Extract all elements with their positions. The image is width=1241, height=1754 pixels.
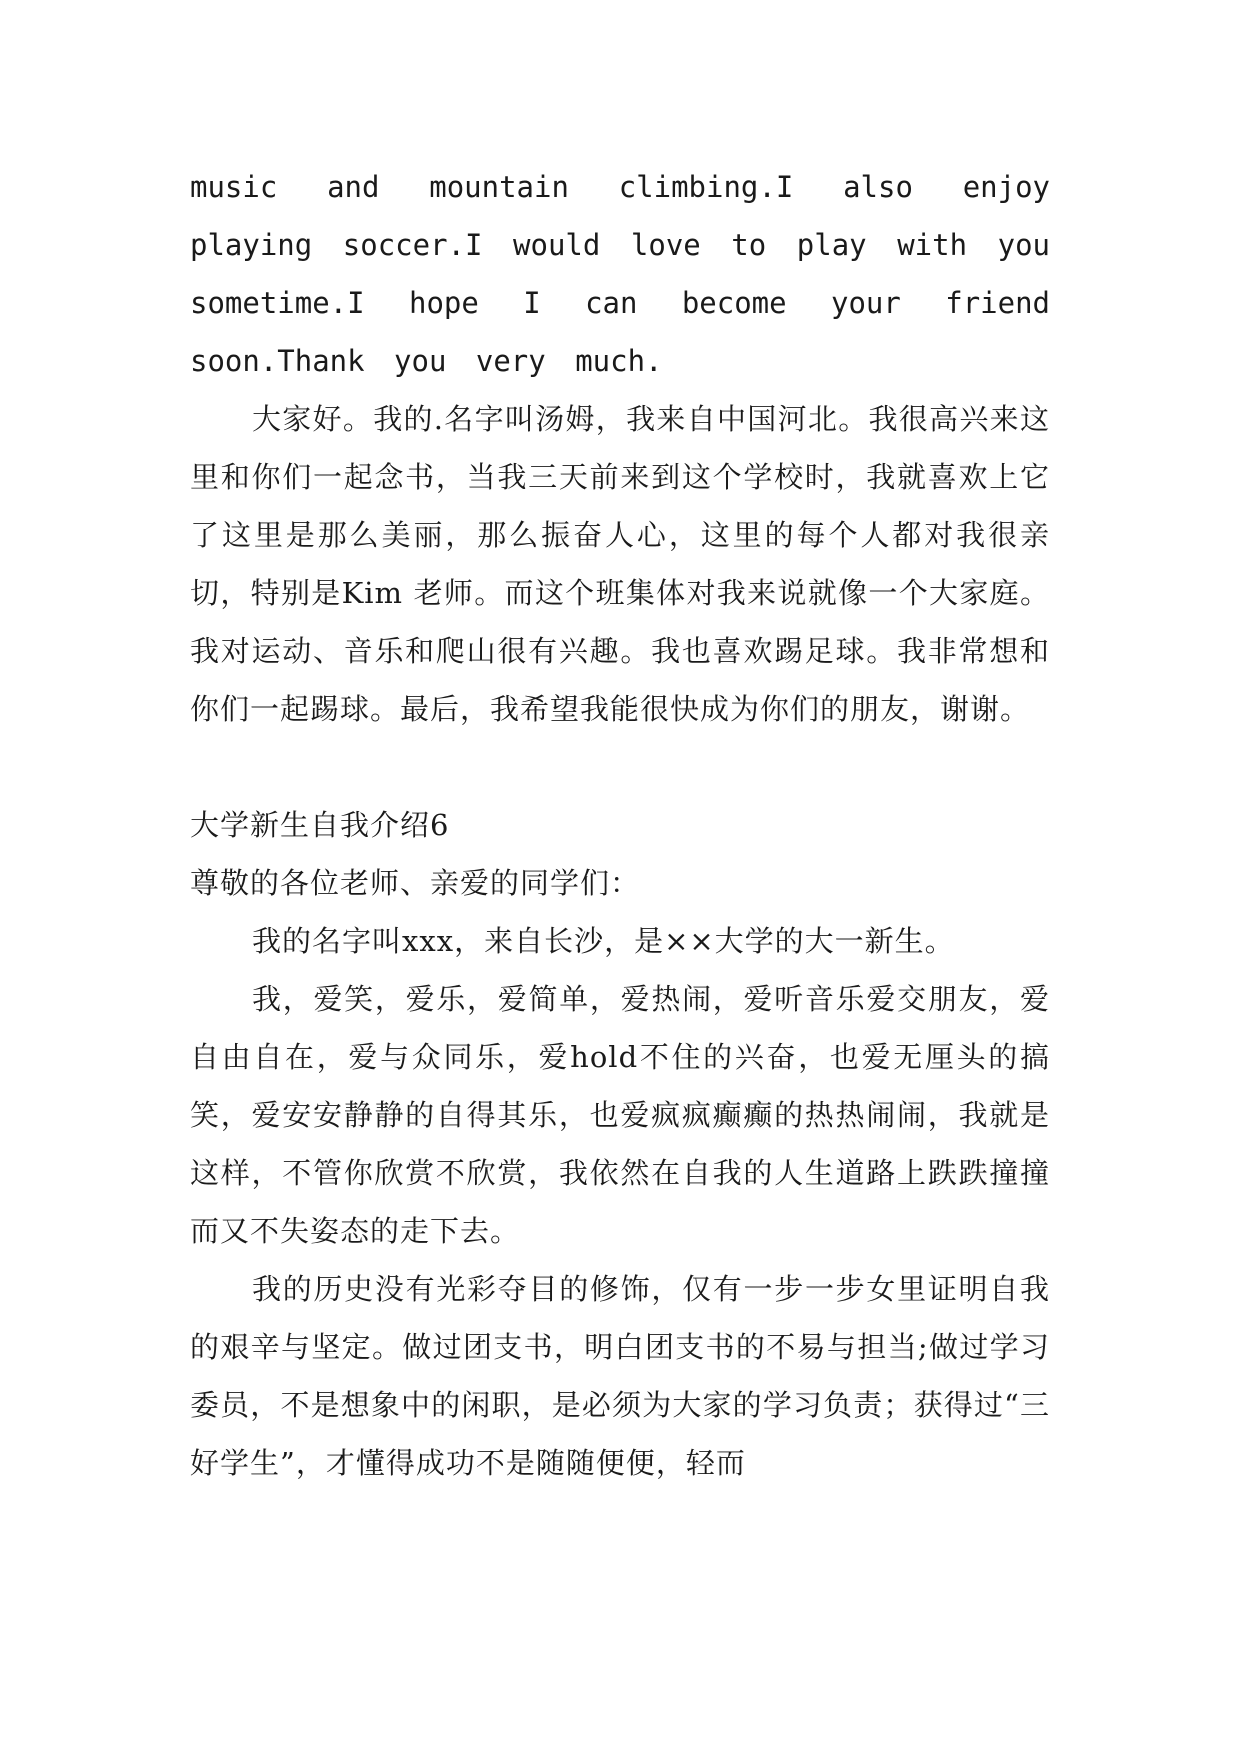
section-title: 大学新生自我介绍6 (190, 808, 450, 842)
loves-paragraph: 我，爱笑，爱乐，爱简单，爱热闹，爱听音乐爱交朋友，爱自由自在，爱与众同乐，爱hold不住的兴奋，也爱无厘头的搞笑，爱安安静静的自得其乐，也爱疯疯癫癫的热热闹闹，我就是这样，不管你欣赏不欣赏，我依然在自我的人生道路上跌跌撞撞而又不失姿态的走下去。 (190, 982, 1050, 1248)
english-paragraph: music and mountain climbing.I also enjoy playing soccer.I would love to play with you sometime.I hope I can become your friend soon.Thank you very much. (190, 170, 1050, 378)
document-body (190, 158, 1050, 1492)
chinese-intro-paragraph: 大家好。我的.名字叫汤姆，我来自中国河北。我很高兴来这里和你们一起念书，当我三天前来到这个学校时，我就喜欢上它了这里是那么美丽，那么振奋人心，这里的每个人都对我很亲切，特别是Kim 老师。而这个班集体对我来说就像一个大家庭。我对运动、音乐和爬山很有兴趣。我也喜欢踢足球。我非常想和你们一起踢球。最后，我希望我能很快成为你们的朋友，谢谢。 (190, 402, 1050, 726)
paragraph-spacer (190, 738, 1050, 796)
greeting-line: 尊敬的各位老师、亲爱的同学们： (190, 866, 641, 900)
name-paragraph: 我的名字叫xxx，来自长沙，是××大学的大一新生。 (252, 924, 955, 958)
history-paragraph: 我的历史没有光彩夺目的修饰，仅有一步一步女里证明自我的艰辛与坚定。做过团支书，明白团支书的不易与担当;做过学习委员，不是想象中的闲职，是必须为大家的学习负责；获得过“三好学生”，才懂得成功不是随随便便，轻而 (190, 1272, 1050, 1480)
